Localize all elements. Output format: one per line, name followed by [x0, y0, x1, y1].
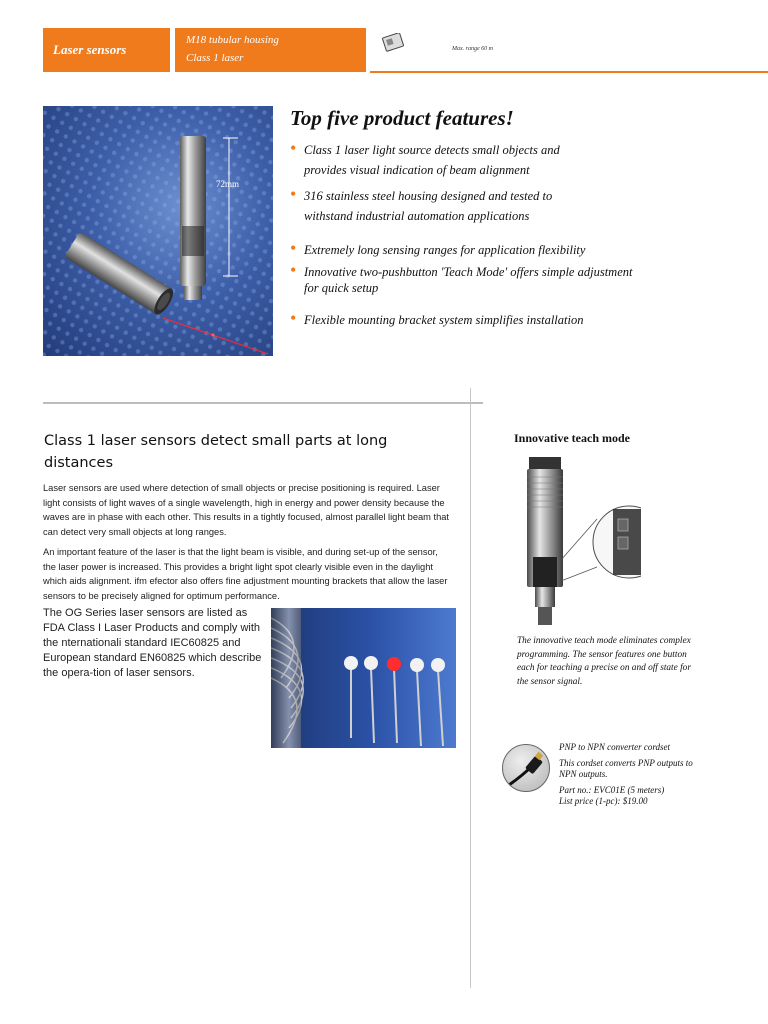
cordset-price: List price (1-pc): $19.00 [559, 796, 648, 806]
column-divider [470, 388, 471, 988]
hero-product-image [43, 106, 273, 356]
section-label [43, 28, 170, 72]
article-paragraph: The OG Series laser sensors are listed as FDA Class I Laser Products and comply with the nternationali standard IEC60825 and European standard EN60825 which describe the opera-tion of laser sensors. [43, 607, 262, 679]
feature-text: Class 1 laser light source detects small objects and provides visual indication of beam alignment [304, 143, 560, 177]
feature-text: 316 stainless steel housing designed and tested to withstand industrial automation applications [304, 189, 553, 223]
housing-text: M18 tubular housing [186, 34, 279, 46]
section-divider [43, 402, 483, 404]
small-parts-detection-image [271, 608, 456, 748]
feature-text: Innovative two-pushbutton 'Teach Mode' offers simple adjustment for quick setup [304, 265, 633, 295]
cordset-title: PNP to NPN converter cordset [559, 742, 670, 752]
header-rule [370, 71, 768, 73]
laser-class-text: Class 1 laser [186, 52, 244, 64]
cordset-part-no: Part no.: EVC01E (5 meters) [559, 784, 665, 795]
cordset-description: This cordset converts PNP outputs to NPN outputs. [559, 757, 693, 779]
cordset-info [559, 742, 699, 808]
spec-box [175, 28, 366, 72]
dimension-label: 72mm [216, 179, 240, 189]
features-list [290, 140, 650, 330]
feature-item [290, 140, 590, 180]
features-title: Top five product features! [290, 106, 514, 130]
section-label-text: Laser sensors [53, 42, 127, 57]
feature-item [290, 240, 650, 260]
article-paragraph: Laser sensors are used where detection of small objects or precise positioning is required. Laser light consists of light waves of a single wavelength, high in energy and power density because the waves are in phase with each other. This results in a tightly focused, almost parallel light beam that can detect very small objects at long ranges. [43, 483, 450, 537]
article-title: Class 1 laser sensors detect small parts at long distances [44, 433, 388, 471]
teach-mode-title: Innovative teach mode [514, 431, 630, 445]
range-text: Max. range 60 m [452, 46, 493, 52]
cordset-image [502, 744, 550, 792]
feature-text: Extremely long sensing ranges for application flexibility [304, 243, 586, 257]
laser-device-icon [381, 33, 407, 53]
article-paragraph: An important feature of the laser is that the light beam is visible, and during set-up of the sensor, the laser power is increased. This provides a bright light spot clearly visible even in the daylight which aids alignment. ifm efector also offers fine adjustment mounting brackets that allow the laser sensors to be precisely aligned for optimum performance. [43, 547, 448, 601]
feature-item [290, 264, 640, 296]
feature-item [290, 310, 650, 330]
feature-item [290, 186, 570, 226]
feature-text: Flexible mounting bracket system simplifies installation [304, 313, 584, 327]
teach-mode-image [503, 457, 641, 629]
teach-mode-caption: The innovative teach mode eliminates complex programming. The sensor features one button each for teaching a precise on and off state for the sensor signal. [517, 636, 691, 687]
